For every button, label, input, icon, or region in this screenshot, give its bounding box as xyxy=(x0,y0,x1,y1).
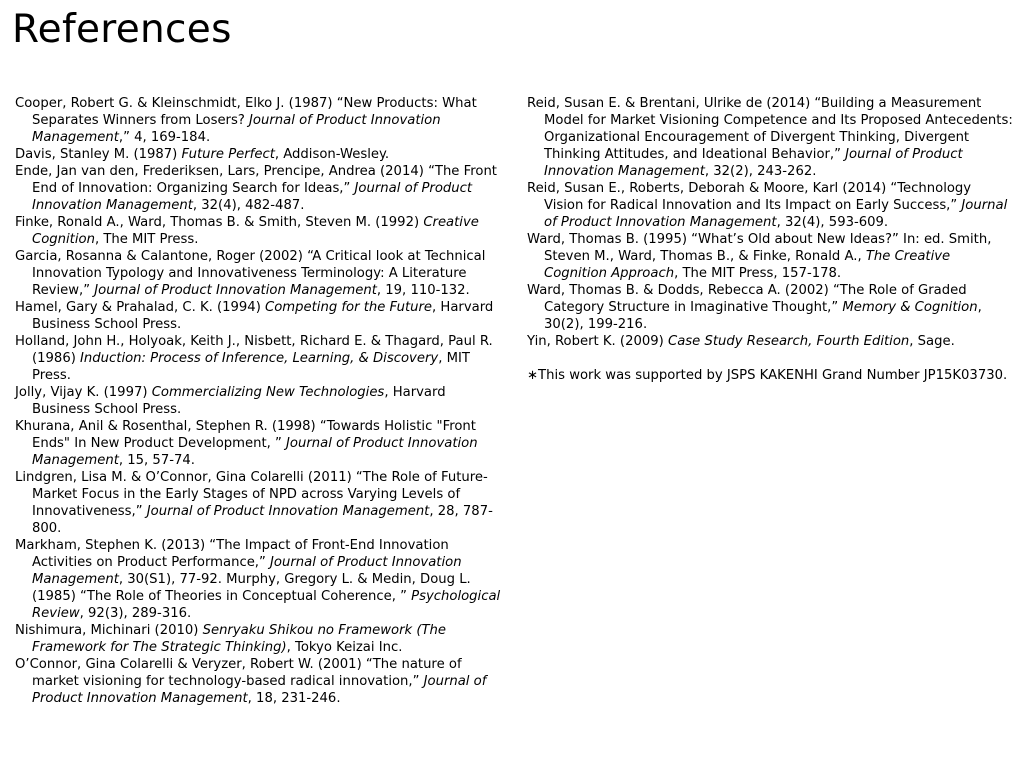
reference-item: Yin, Robert K. (2009) Case Study Research, Fourth Edition, Sage. xyxy=(527,334,955,349)
reference-item: Jolly, Vijay K. (1997) Commercializing New Technologies, Harvard Business School Press. xyxy=(15,385,446,417)
reference-item: Ward, Thomas B. & Dodds, Rebecca A. (2002) “The Role of Graded Category Structure in Imaginative Thought,” Memory & Cognition, 30(2), 199-216. xyxy=(527,283,982,332)
reference-item: Reid, Susan E. & Brentani, Ulrike de (2014) “Building a Measurement Model for Market Visioning Competence and Its Proposed Antecedents: Organizational Encouragement of Divergent Thinking, Divergent Thinking Attitudes, and Ideational Behavior,” Journal of Product Innovation Management, 32(2), 243-262. xyxy=(527,96,1013,179)
reference-item: Nishimura, Michinari (2010) Senryaku Shikou no Framework (The Framework for The Strategic Thinking), Tokyo Keizai Inc. xyxy=(15,623,447,655)
reference-item: O’Connor, Gina Colarelli & Veryzer, Robert W. (2001) “The nature of market visioning for technology-based radical innovation,” Journal of Product Innovation Management, 18, 231-246. xyxy=(15,657,487,706)
reference-item: Ende, Jan van den, Frederiksen, Lars, Prencipe, Andrea (2014) “The Front End of Innovation: Organizing Search for Ideas,” Journal of Product Innovation Management, 32(4), 482-487. xyxy=(15,164,497,213)
reference-item: Cooper, Robert G. & Kleinschmidt, Elko J. (1987) “New Products: What Separates Winners from Losers? Journal of Product Innovation Management,” 4, 169-184. xyxy=(15,96,477,145)
references-left-column xyxy=(15,95,505,707)
reference-item: Garcia, Rosanna & Calantone, Roger (2002) “A Critical look at Technical Innovation Typology and Innovativeness Terminology: A Literature Review,” Journal of Product Innovation Management, 19, 110-132. xyxy=(15,249,486,298)
page-title: References xyxy=(12,7,232,52)
reference-item: Khurana, Anil & Rosenthal, Stephen R. (1998) “Towards Holistic "Front Ends" In New Product Development, ” Journal of Product Innovation Management, 15, 57-74. xyxy=(15,419,478,468)
reference-item: Reid, Susan E., Roberts, Deborah & Moore, Karl (2014) “Technology Vision for Radical Innovation and Its Impact on Early Success,” Journal of Product Innovation Management, 32(4), 593-609. xyxy=(527,181,1008,230)
references-right-column xyxy=(527,95,1014,384)
reference-item: Davis, Stanley M. (1987) Future Perfect, Addison-Wesley. xyxy=(15,147,390,162)
funding-footnote: ∗This work was supported by JSPS KAKENHI Grand Number JP15K03730. xyxy=(527,368,1008,383)
reference-item: Lindgren, Lisa M. & O’Connor, Gina Colarelli (2011) “The Role of Future-Market Focus in the Early Stages of NPD across Varying Levels of Innovativeness,” Journal of Product Innovation Management, 28, 787-800. xyxy=(15,470,493,536)
reference-item: Hamel, Gary & Prahalad, C. K. (1994) Competing for the Future, Harvard Business School Press. xyxy=(15,300,494,332)
reference-item: Ward, Thomas B. (1995) “What’s Old about New Ideas?” In: ed. Smith, Steven M., Ward, Thomas B., & Finke, Ronald A., The Creative Cognition Approach, The MIT Press, 157-178. xyxy=(527,232,992,281)
reference-item: Markham, Stephen K. (2013) “The Impact of Front-End Innovation Activities on Product Performance,” Journal of Product Innovation Management, 30(S1), 77-92. Murphy, Gregory L. & Medin, Doug L. (1985) “The Role of Theories in Conceptual Coherence, ” Psychological Review, 92(3), 289-316. xyxy=(15,538,501,621)
reference-item: Finke, Ronald A., Ward, Thomas B. & Smith, Steven M. (1992) Creative Cognition, The MIT Press. xyxy=(15,215,479,247)
reference-item: Holland, John H., Holyoak, Keith J., Nisbett, Richard E. & Thagard, Paul R. (1986) Induction: Process of Inference, Learning, & Discovery, MIT Press. xyxy=(15,334,493,383)
